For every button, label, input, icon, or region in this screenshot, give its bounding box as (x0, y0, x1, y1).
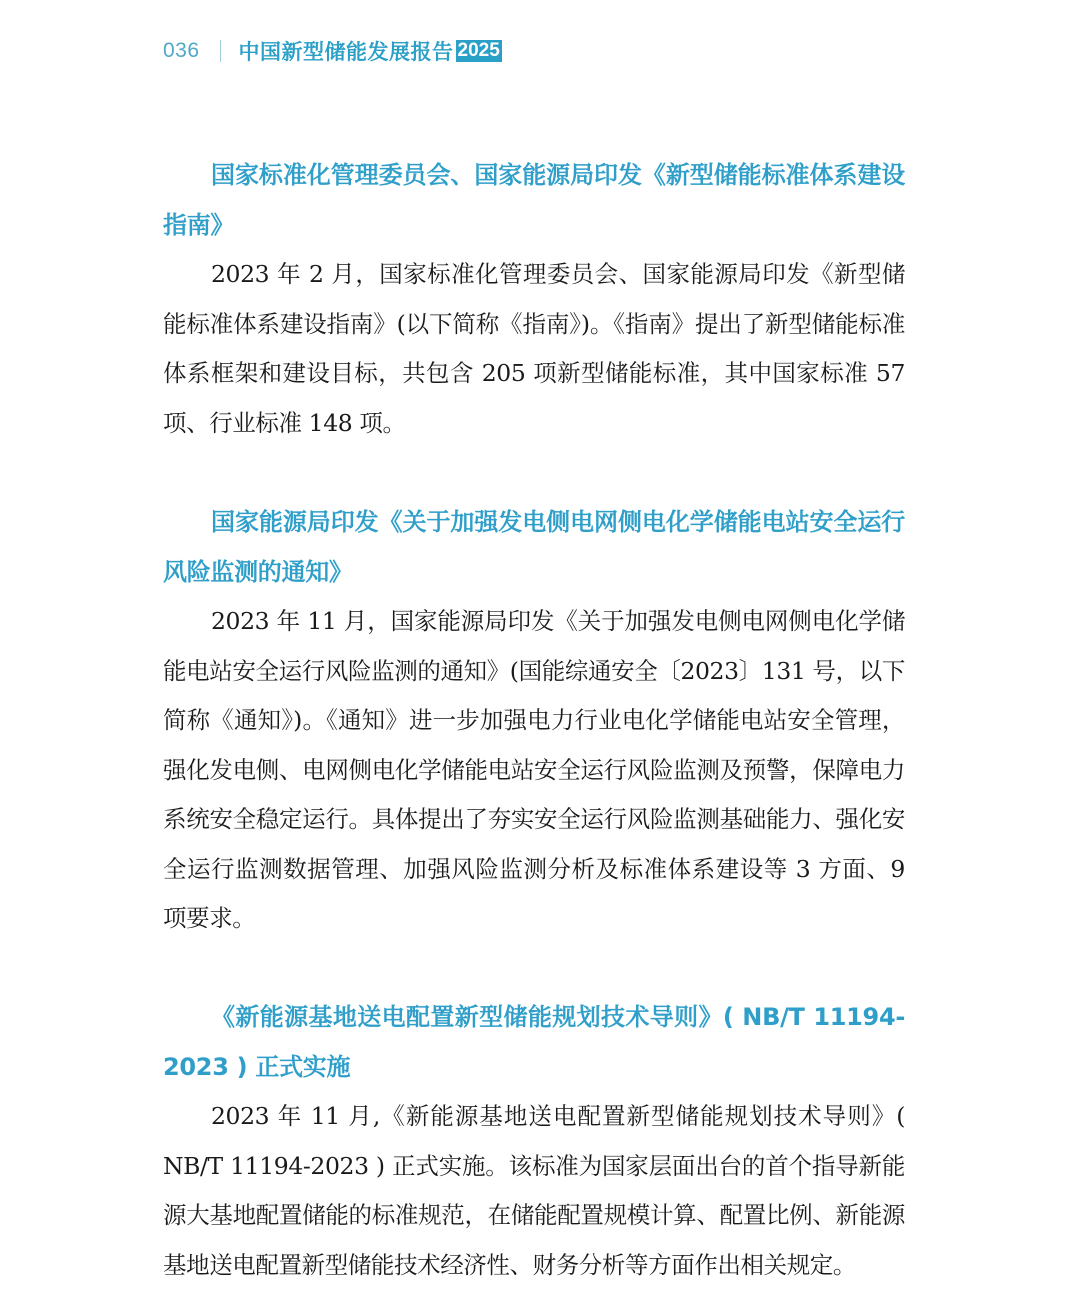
section-safety-monitoring-notice (163, 497, 905, 944)
section-standards-guide (163, 150, 905, 448)
section-heading: 《新能源基地送电配置新型储能规划技术导则》( NB/T 11194-2023 ) 正式实施 (163, 1003, 905, 1081)
header-divider (220, 40, 221, 62)
section-body: 2023 年 11 月，国家能源局印发《关于加强发电侧电网侧电化学储能电站安全运行风险监测的通知》(国能综通安全〔2023〕131 号，以下简称《通知》)。《通知》进一步加强电力行业电化学储能电站安全管理，强化发电侧、电网侧电化学储能电站安全运行风险监测及预警，保障电力系统安全稳定运行。具体提出了夯实安全运行风险监测基础能力、强化安全运行监测数据管理、加强风险监测分析及标准体系建设等 3 方面、9 项要求。 (163, 607, 905, 932)
section-body: 2023 年 2 月，国家标准化管理委员会、国家能源局印发《新型储能标准体系建设指南》(以下简称《指南》)。《指南》提出了新型储能标准体系框架和建设目标，共包含 205 项新型储能标准，其中国家标准 57 项、行业标准 148 项。 (163, 260, 905, 437)
section-body: 2023 年 11 月,《新能源基地送电配置新型储能规划技术导则》( NB/T 11194-2023 ) 正式实施。该标准为国家层面出台的首个指导新能源大基地配置储能的标准规范，在储能配置规模计算、配置比例、新能源基地送电配置新型储能技术经济性、财务分析等方面作出相关规定。 (163, 1102, 905, 1279)
report-title: 中国新型储能发展报告 (238, 40, 454, 64)
section-heading: 国家标准化管理委员会、国家能源局印发《新型储能标准体系建设指南》 (163, 161, 905, 239)
section-heading: 国家能源局印发《关于加强发电侧电网侧电化学储能电站安全运行风险监测的通知》 (163, 508, 905, 586)
year-badge: 2025 (457, 40, 500, 61)
page-number: 036 (163, 39, 200, 62)
page-header (163, 36, 502, 66)
section-planning-guideline (163, 992, 905, 1290)
